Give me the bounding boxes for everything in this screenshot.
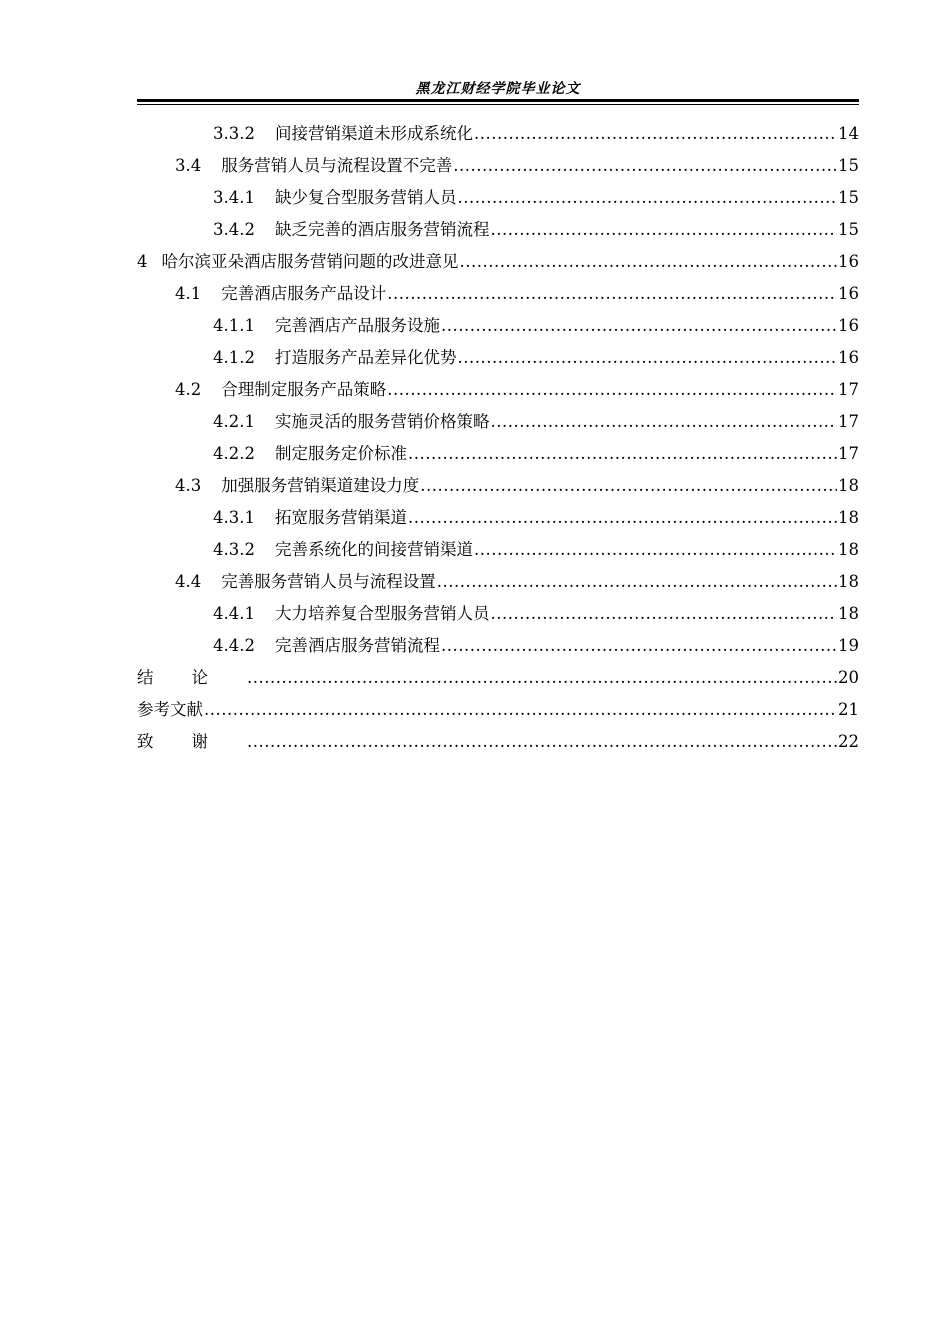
toc-dot-leader (387, 278, 837, 310)
toc-page-number: 18 (838, 508, 859, 527)
running-header-title: 黑龙江财经学院毕业论文 (415, 81, 581, 97)
toc-dot-leader (474, 118, 837, 150)
toc-entry[interactable] (137, 246, 859, 278)
toc-entry[interactable] (137, 406, 859, 438)
toc-entry-number: 4 (137, 252, 148, 271)
toc-entry-number: 4.1.2 (213, 348, 255, 367)
toc-dot-leader (457, 342, 837, 374)
toc-entry-number: 4.4 (175, 572, 202, 591)
toc-entry-title: 加强服务营销渠道建设力度 (221, 476, 420, 495)
toc-entry[interactable] (137, 566, 859, 598)
toc-entry-title: 哈尔滨亚朵酒店服务营销问题的改进意见 (161, 252, 459, 271)
toc-entry-title: 实施灵活的服务营销价格策略 (274, 412, 490, 431)
toc-page-number: 17 (838, 412, 859, 431)
toc-entry-title: 完善酒店产品服务设施 (274, 316, 440, 335)
toc-entry[interactable] (137, 214, 859, 246)
toc-page-number: 21 (838, 700, 859, 719)
toc-page-number: 15 (838, 156, 859, 175)
toc-entry[interactable] (137, 342, 859, 374)
toc-dot-leader (408, 502, 837, 534)
toc-entry-title: 完善酒店服务产品设计 (221, 284, 387, 303)
toc-entry[interactable] (137, 438, 859, 470)
toc-dot-leader (247, 726, 837, 758)
toc-page-number: 20 (838, 668, 859, 687)
toc-entry-title: 致谢 (137, 732, 246, 751)
toc-page-number: 19 (838, 636, 859, 655)
toc-entry-number: 4.1.1 (213, 316, 255, 335)
toc-dot-leader (490, 406, 837, 438)
toc-entry-title: 缺乏完善的酒店服务营销流程 (274, 220, 490, 239)
toc-dot-leader (460, 246, 838, 278)
toc-entry-title: 完善系统化的间接营销渠道 (274, 540, 473, 559)
toc-page-number: 15 (838, 220, 859, 239)
toc-entry-title: 打造服务产品差异化优势 (274, 348, 457, 367)
toc-entry[interactable] (137, 726, 859, 758)
toc-entry-title: 缺少复合型服务营销人员 (274, 188, 457, 207)
toc-dot-leader (441, 630, 837, 662)
toc-dot-leader (474, 534, 837, 566)
toc-page-number: 17 (838, 444, 859, 463)
toc-entry-number: 3.4 (175, 156, 202, 175)
toc-entry-number: 4.1 (175, 284, 202, 303)
toc-dot-leader (441, 310, 837, 342)
toc-entry-number: 3.4.2 (213, 220, 255, 239)
toc-page-number: 16 (838, 348, 859, 367)
toc-entry[interactable] (137, 662, 859, 694)
toc-dot-leader (437, 566, 837, 598)
toc-entry-title: 完善服务营销人员与流程设置 (221, 572, 436, 591)
toc-entry-number: 4.3.2 (213, 540, 255, 559)
toc-page-number: 15 (838, 188, 859, 207)
toc-entry-title: 拓宽服务营销渠道 (274, 508, 407, 527)
toc-entry[interactable] (137, 598, 859, 630)
toc-entry-title: 大力培养复合型服务营销人员 (274, 604, 490, 623)
toc-entry[interactable] (137, 630, 859, 662)
toc-entry[interactable] (137, 118, 859, 150)
toc-entry-number: 3.4.1 (213, 188, 255, 207)
toc-page-number: 17 (838, 380, 859, 399)
toc-entry-number: 4.4.1 (213, 604, 255, 623)
header-rule-thin (137, 104, 859, 105)
toc-dot-leader (453, 150, 837, 182)
toc-page-number: 18 (838, 604, 859, 623)
toc-entry[interactable] (137, 310, 859, 342)
toc-page-number: 16 (838, 252, 859, 271)
toc-page-number: 14 (838, 124, 859, 143)
toc-page-number: 16 (838, 316, 859, 335)
toc-entry-number: 4.3.1 (213, 508, 255, 527)
toc-dot-leader (387, 374, 837, 406)
toc-entry-number: 4.2 (175, 380, 202, 399)
toc-entry-number: 4.2.2 (213, 444, 255, 463)
toc-page-number: 22 (838, 732, 859, 751)
toc-entry[interactable] (137, 534, 859, 566)
toc-entry[interactable] (137, 502, 859, 534)
toc-dot-leader (457, 182, 837, 214)
toc-entry[interactable] (137, 278, 859, 310)
header-rule-thick (137, 99, 859, 102)
toc-entry-title: 参考文献 (137, 700, 203, 719)
toc-page-number: 18 (838, 476, 859, 495)
toc-dot-leader (408, 438, 837, 470)
toc-entry-title: 完善酒店服务营销流程 (274, 636, 440, 655)
toc-entry[interactable] (137, 470, 859, 502)
toc-page-number: 18 (838, 540, 859, 559)
toc-entry[interactable] (137, 150, 859, 182)
toc-dot-leader (204, 694, 837, 726)
toc-entry-number: 4.2.1 (213, 412, 255, 431)
toc-entry[interactable] (137, 374, 859, 406)
toc-entry[interactable] (137, 694, 859, 726)
toc-dot-leader (420, 470, 837, 502)
toc-dot-leader (247, 662, 837, 694)
toc-entry-number: 4.4.2 (213, 636, 255, 655)
toc-entry-title: 制定服务定价标准 (274, 444, 407, 463)
toc-entry-title: 服务营销人员与流程设置不完善 (221, 156, 453, 175)
toc-dot-leader (490, 598, 837, 630)
toc-page-number: 18 (838, 572, 859, 591)
toc-entry-title: 间接营销渠道未形成系统化 (274, 124, 473, 143)
toc-entry-title: 合理制定服务产品策略 (221, 380, 387, 399)
toc-entry-number: 3.3.2 (213, 124, 255, 143)
table-of-contents (137, 118, 859, 758)
toc-dot-leader (490, 214, 837, 246)
toc-page-number: 16 (838, 284, 859, 303)
toc-entry[interactable] (137, 182, 859, 214)
toc-entry-number: 4.3 (175, 476, 202, 495)
toc-entry-title: 结论 (137, 668, 246, 687)
